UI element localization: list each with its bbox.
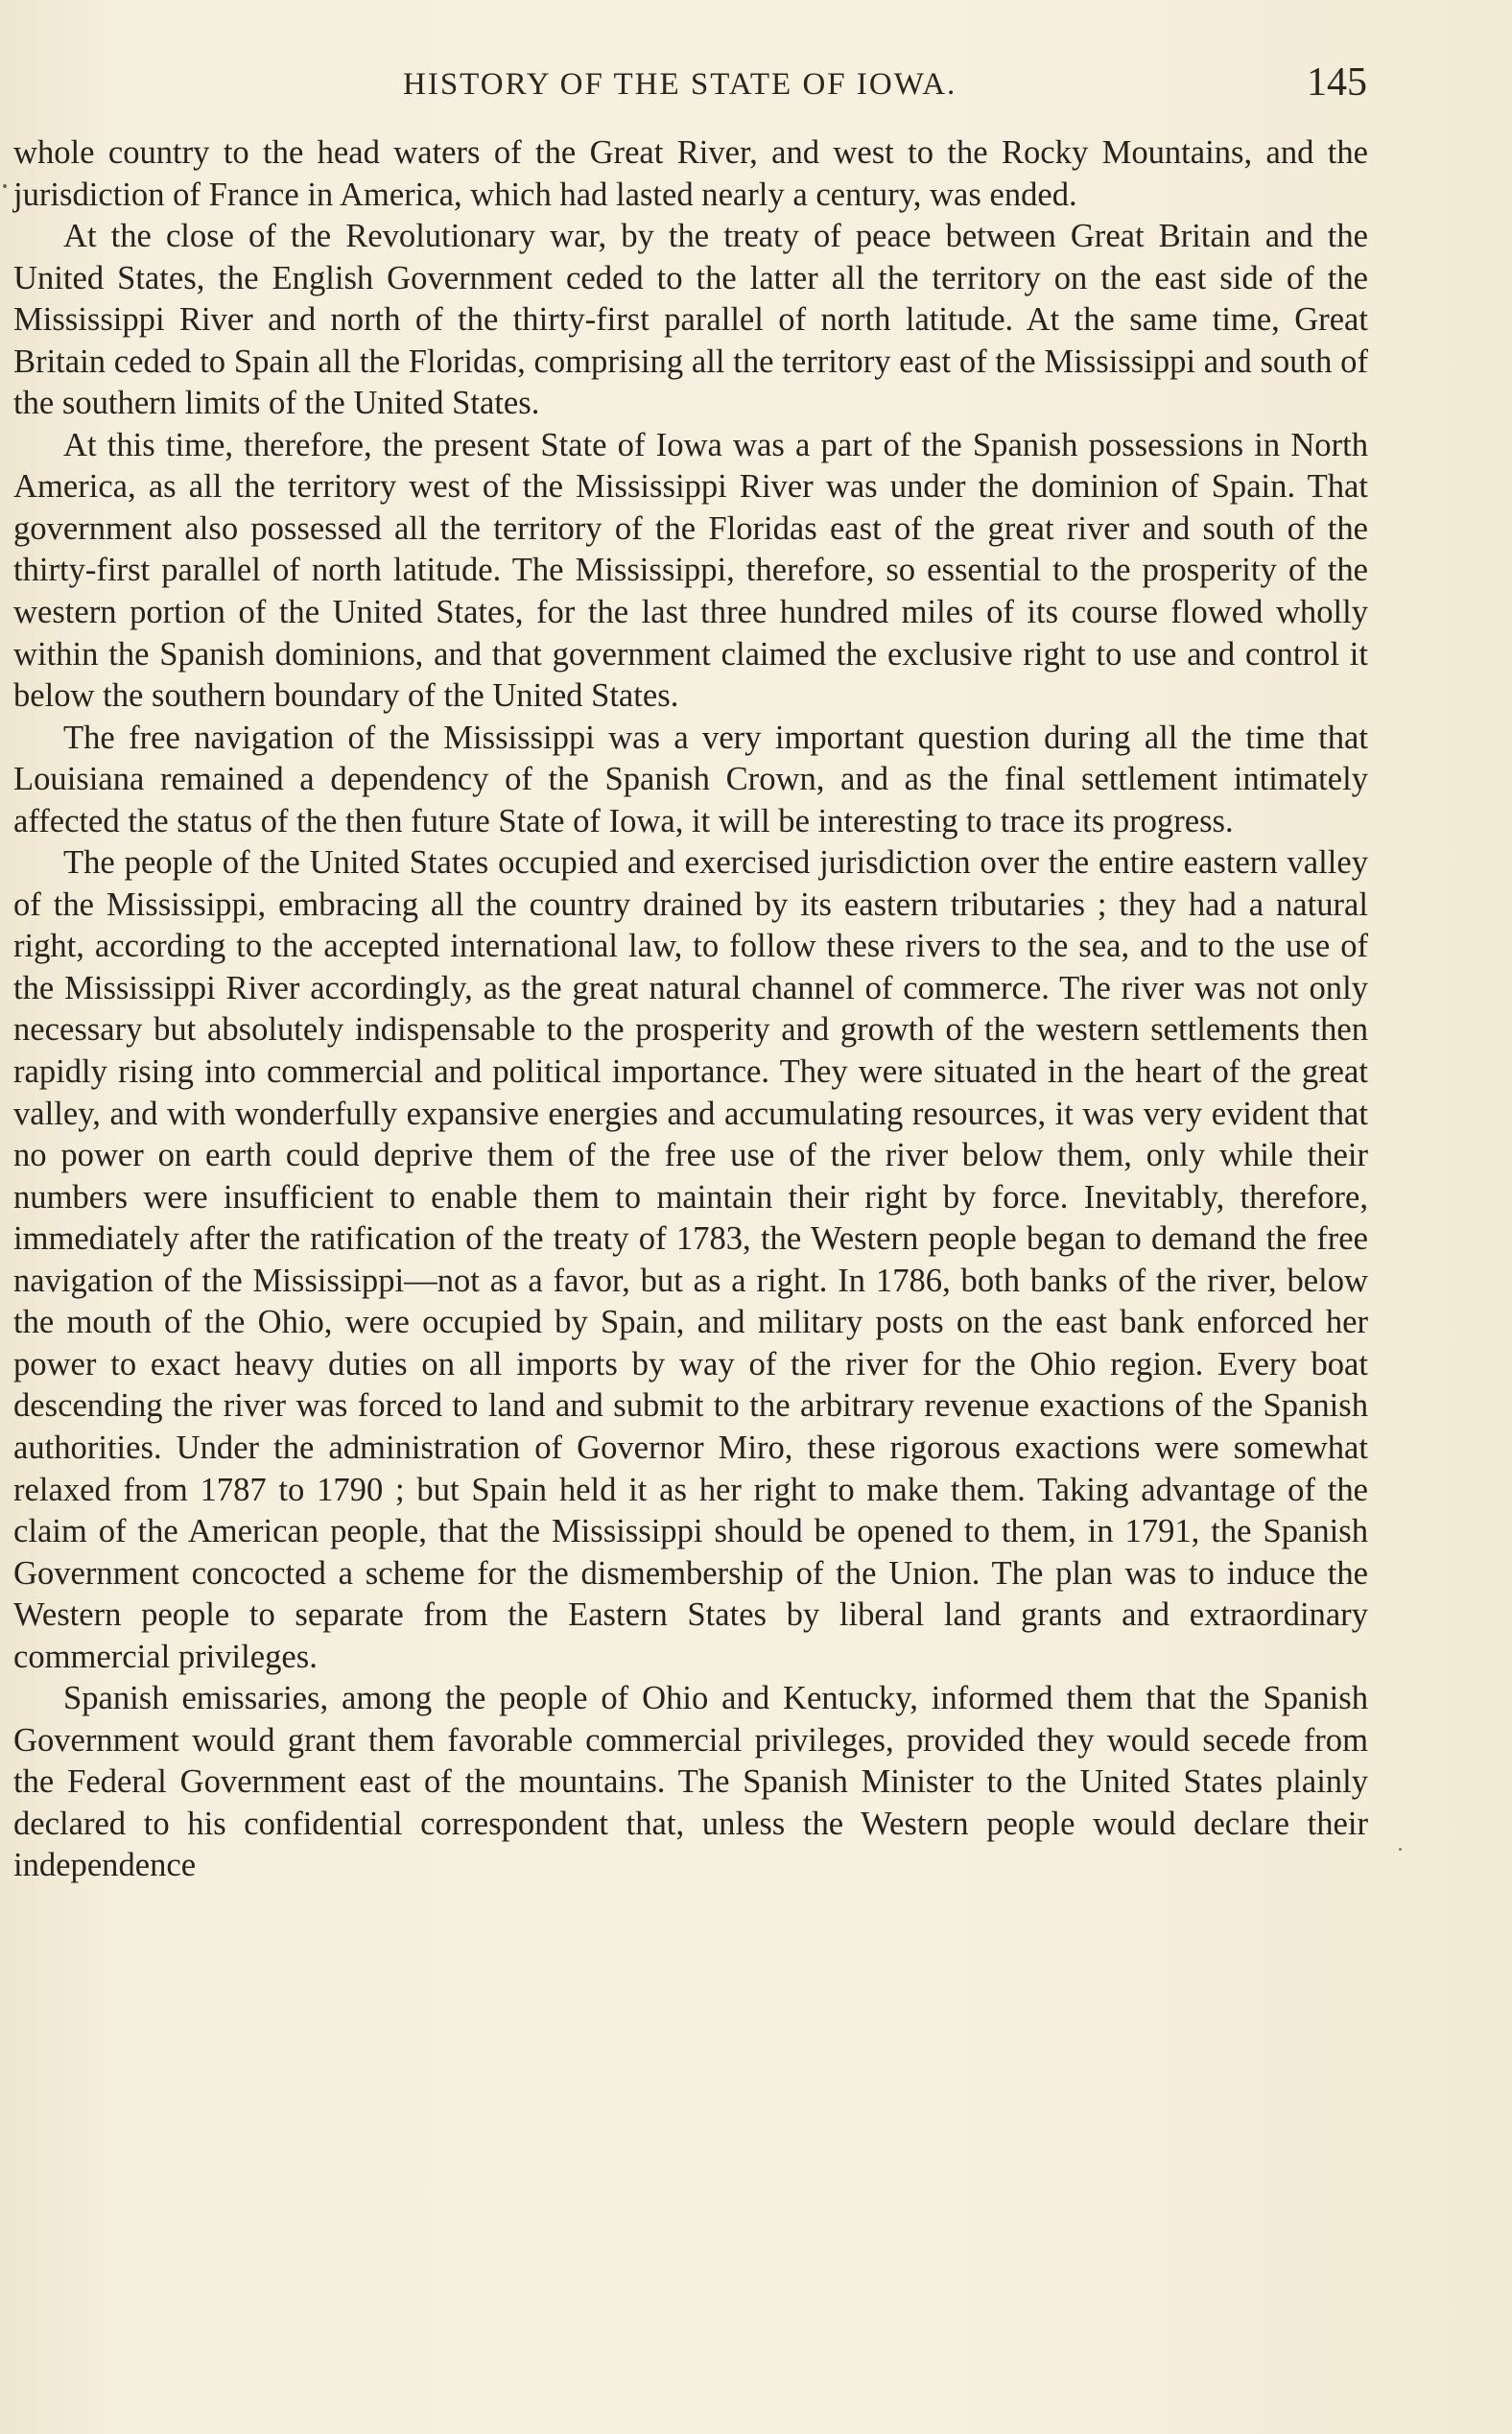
paragraph: The people of the United States occupied and exercised jurisdiction over the entire eastern valley of the Mississippi, embracing all the country drained by its eastern tributaries ; they had a natural right, according to the accepted international law, to follow these rivers to the sea, and to the use of the Mississippi River accordingly, as the great natural channel of commerce. The river was not only necessary but absolutely indispensable to the prosperity and growth of the western settlements then rapidly rising into commercial and political importance. They were situated in the heart of the great valley, and with wonderfully expansive energies and accumulating resources, it was very evident that no power on earth could deprive them of the free use of the river below them, only while their numbers were insufficient to enable them to maintain their right by force. Inevitably, therefore, immediately after the ratification of the treaty of 1783, the Western people began to demand the free navigation of the Mississippi—not as a favor, but as a right. In 1786, both banks of the river, below the mouth of the Ohio, were occupied by Spain, and military posts on the east bank enforced her power to exact heavy duties on all imports by way of the river for the Ohio region. Every boat descending the river was forced to land and submit to the arbitrary revenue exactions of the Spanish authorities. Under the administration of Governor Miro, these rigorous exactions were somewhat relaxed from 1787 to 1790 ; but Spain held it as her right to make them. Taking advantage of the claim of the American people, that the Mississippi should be opened to them, in 1791, the Spanish Government concocted a scheme for the dismembership of the Union. The plan was to induce the Western people to separate from the Eastern States by liberal land grants and extraordinary commercial privileges. bbox=[13, 844, 1368, 1675]
body-text bbox=[13, 132, 1368, 1887]
paragraph: At the close of the Revolutionary war, by the treaty of peace between Great Britain and the United States, the English Government ceded to the latter all the territory on the east side of the Mississippi River and north of the thirty-first parallel of north latitude. At the same time, Great Britain ceded to Spain all the Floridas, comprising all the territory east of the Mississippi and south of the southern limits of the United States. bbox=[13, 218, 1368, 422]
running-title: HISTORY OF THE STATE OF IOWA. bbox=[403, 67, 957, 102]
page-header bbox=[0, 59, 1512, 117]
page-number: 145 bbox=[1307, 60, 1367, 105]
paragraph: Spanish emissaries, among the people of Ohio and Kentucky, informed them that the Spanish Government would grant them favorable commercial privileges, provided they would secede from the Federal Government east of the mountains. The Spanish Minister to the United States plainly declared to his confidential correspondent that, unless the Western people would declare their independence bbox=[13, 1680, 1368, 1884]
margin-speck bbox=[1399, 1848, 1402, 1851]
margin-speck bbox=[3, 184, 7, 188]
paragraph: At this time, therefore, the present State of Iowa was a part of the Spanish possessions in North America, as all the territory west of the Mississippi River was under the dominion of Spain. That government also possessed all the territory of the Floridas east of the great river and south of the thirty-first parallel of north latitude. The Mississippi, therefore, so essential to the prosperity of the western portion of the United States, for the last three hundred miles of its course flowed wholly within the Spanish dominions, and that government claimed the exclusive right to use and control it below the southern boundary of the United States. bbox=[13, 426, 1368, 715]
paragraph: The free navigation of the Mississippi was a very important question during all the time that Louisiana remained a dependency of the Spanish Crown, and as the final settlement intimately affected the status of the then future State of Iowa, it will be interesting to trace its progress. bbox=[13, 719, 1368, 839]
paragraph: whole country to the head waters of the Great River, and west to the Rocky Mountains, and the jurisdiction of France in America, which had lasted nearly a century, was ended. bbox=[13, 134, 1368, 213]
